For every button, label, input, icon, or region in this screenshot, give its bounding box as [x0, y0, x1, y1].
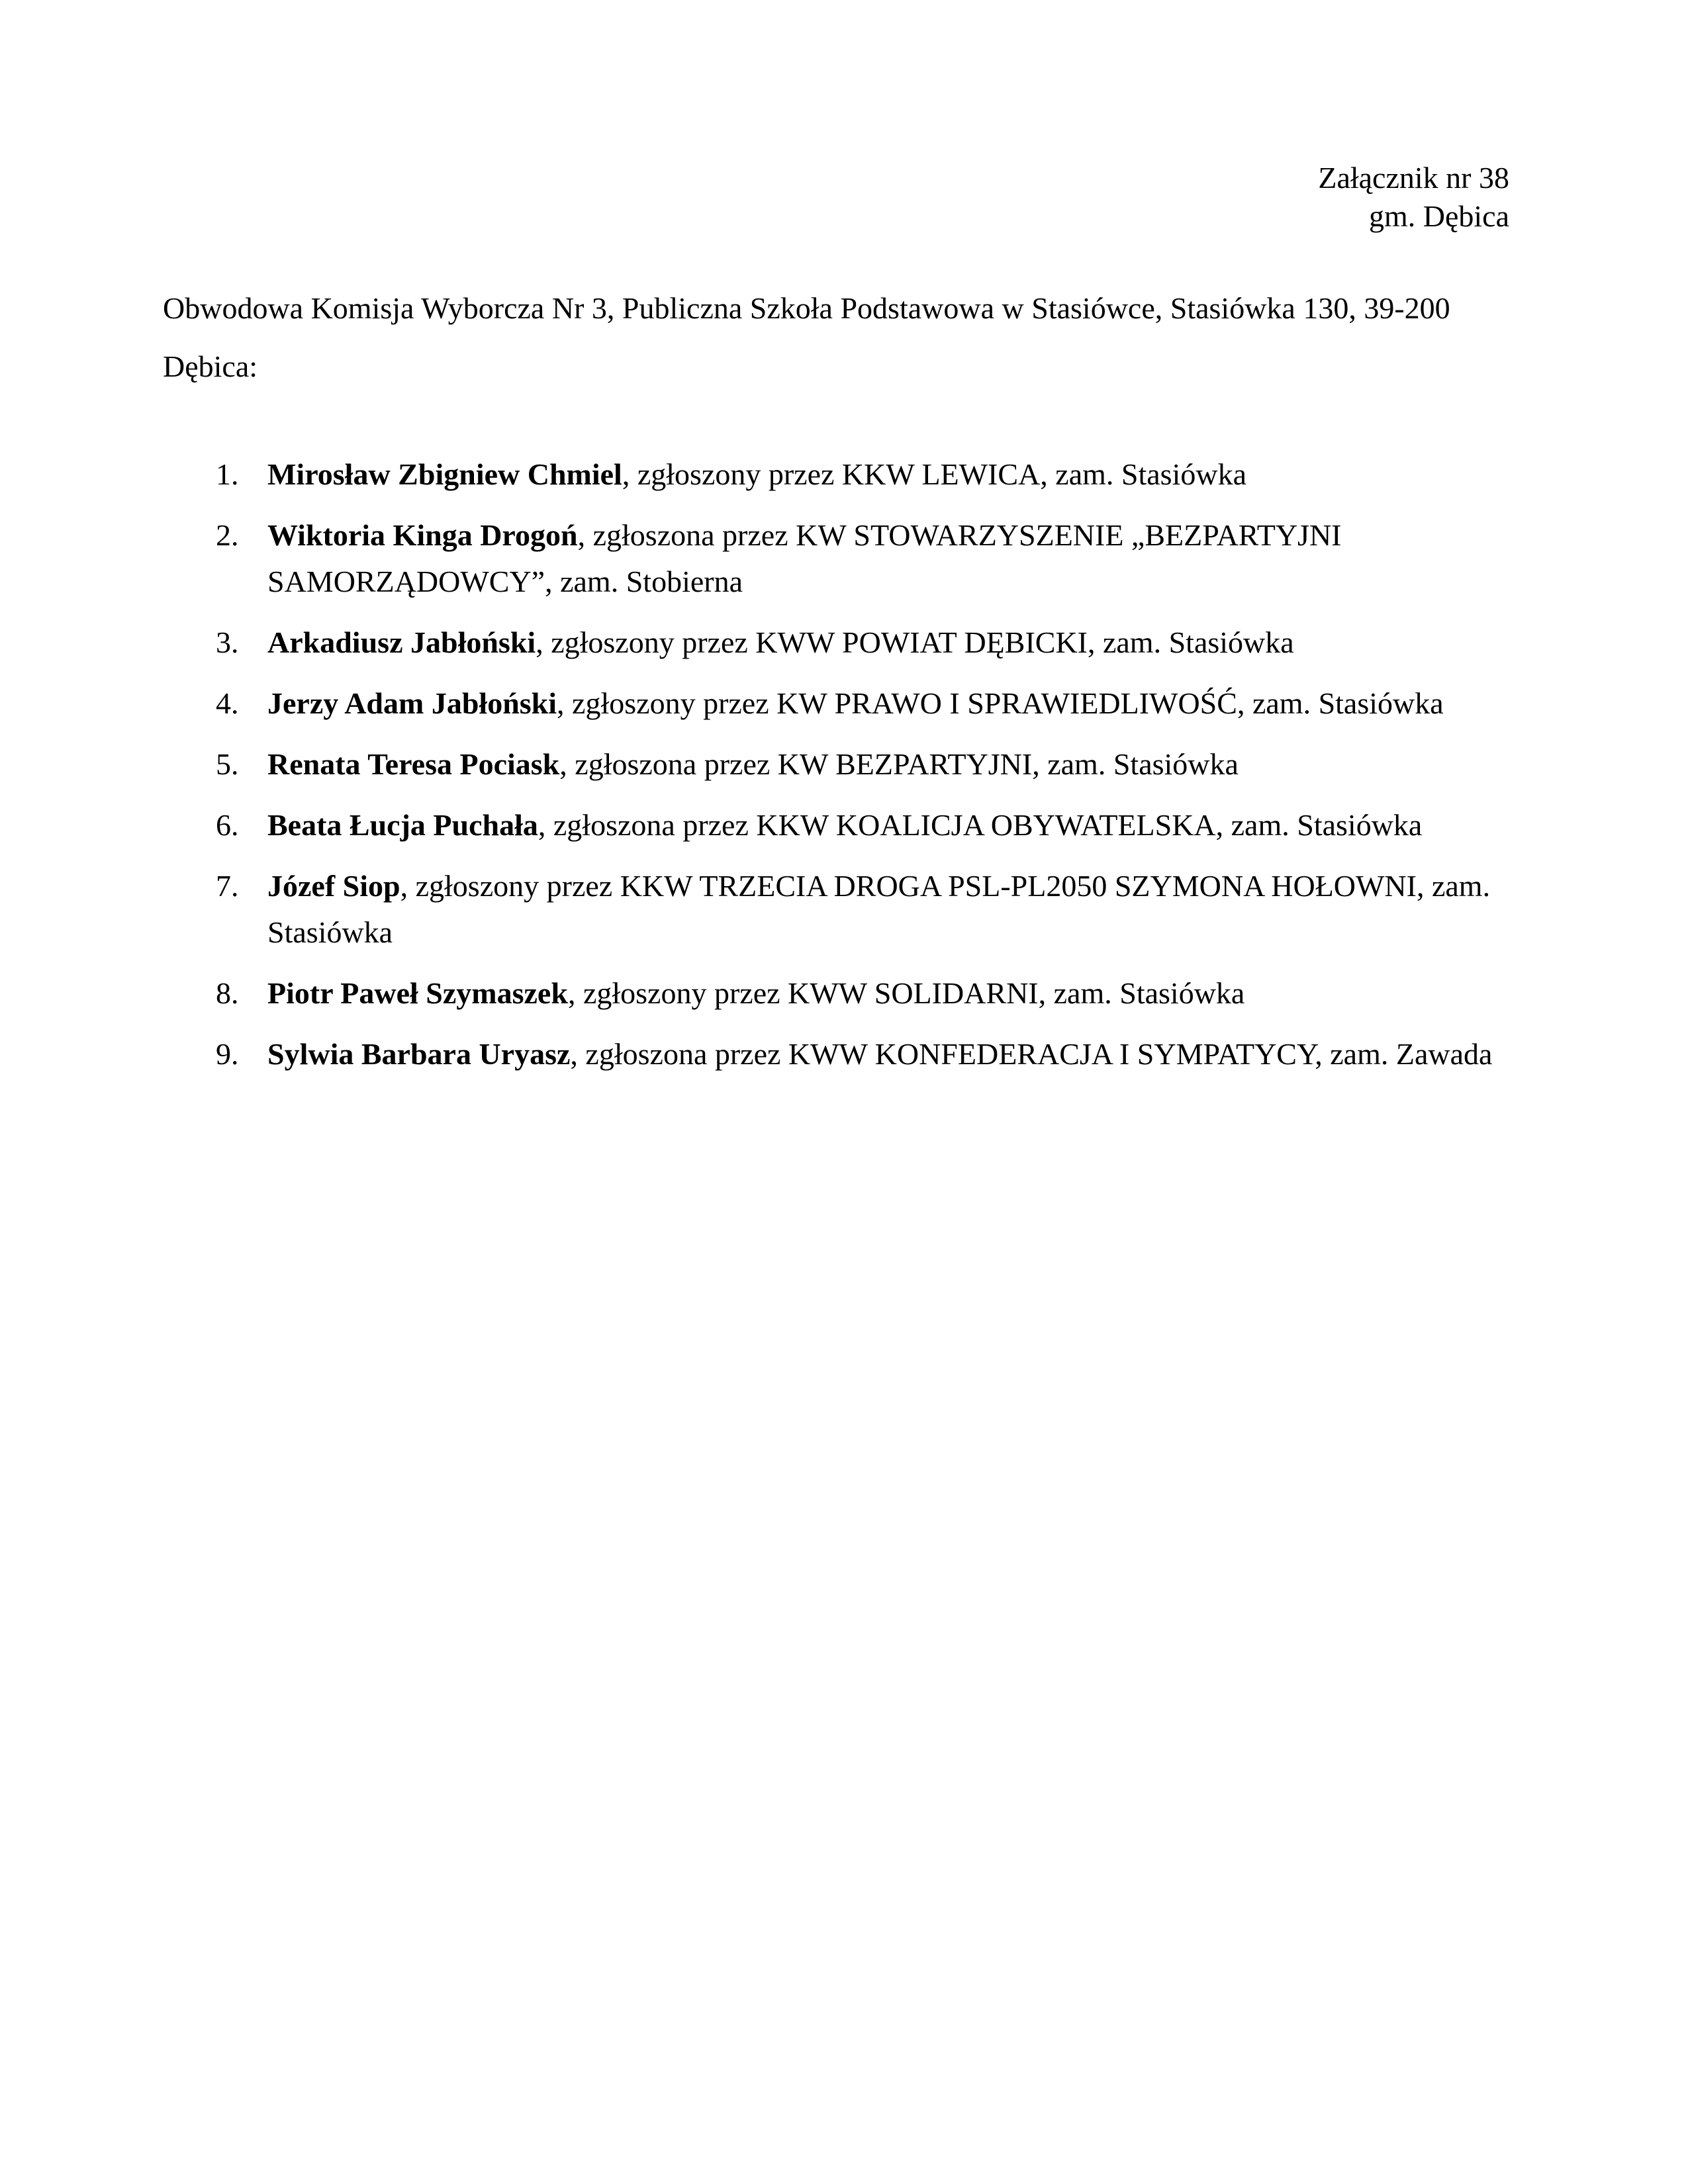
candidate-name: Sylwia Barbara Uryasz	[267, 1037, 571, 1071]
candidate-details: , zgłoszona przez KW BEZPARTYJNI, zam. Stasiówka	[559, 747, 1239, 781]
candidate-details: , zgłoszony przez KKW TRZECIA DROGA PSL-PL2050 SZYMONA HOŁOWNI, zam. Stasiówka	[267, 869, 1491, 949]
attachment-header	[1318, 159, 1509, 236]
candidate-details: , zgłoszony przez KKW LEWICA, zam. Stasiówka	[622, 457, 1246, 491]
candidate-details: , zgłoszony przez KWW SOLIDARNI, zam. Stasiówka	[567, 976, 1245, 1010]
item-number: 5.	[216, 747, 239, 781]
item-number: 4.	[216, 686, 239, 720]
list-item	[163, 741, 1513, 788]
candidate-name: Mirosław Zbigniew Chmiel	[267, 457, 622, 491]
item-number: 6.	[216, 808, 239, 842]
item-number: 9.	[216, 1037, 239, 1071]
candidate-list	[163, 451, 1513, 1092]
list-item	[163, 802, 1513, 848]
list-item	[163, 619, 1513, 666]
candidate-details: , zgłoszony przez KW PRAWO I SPRAWIEDLIWOŚĆ, zam. Stasiówka	[557, 686, 1444, 720]
item-number: 3.	[216, 625, 239, 659]
commission-description: Obwodowa Komisja Wyborcza Nr 3, Publiczna Szkoła Podstawowa w Stasiówce, Stasiówka 130, 39-200 Dębica:	[163, 291, 1450, 383]
candidate-name: Józef Siop	[267, 869, 400, 903]
candidate-details: , zgłoszony przez KWW POWIAT DĘBICKI, zam. Stasiówka	[536, 625, 1294, 659]
list-item	[163, 863, 1513, 956]
municipality-label: gm. Dębica	[1368, 199, 1509, 233]
candidate-name: Jerzy Adam Jabłoński	[267, 686, 557, 720]
candidate-name: Piotr Paweł Szymaszek	[267, 976, 568, 1010]
candidate-details: , zgłoszona przez KKW KOALICJA OBYWATELSKA, zam. Stasiówka	[538, 808, 1423, 842]
list-item	[163, 680, 1513, 727]
list-item	[163, 1031, 1513, 1077]
item-number: 2.	[216, 518, 239, 552]
candidate-name: Arkadiusz Jabłoński	[267, 625, 536, 659]
attachment-number: Załącznik nr 38	[1318, 161, 1509, 195]
item-number: 1.	[216, 457, 239, 491]
candidate-name: Wiktoria Kinga Drogoń	[267, 518, 578, 552]
item-number: 8.	[216, 976, 239, 1010]
candidate-details: , zgłoszona przez KWW KONFEDERACJA I SYMPATYCY, zam. Zawada	[570, 1037, 1493, 1071]
item-number: 7.	[216, 869, 239, 903]
candidate-name: Beata Łucja Puchała	[267, 808, 538, 842]
list-item	[163, 970, 1513, 1017]
list-item	[163, 512, 1513, 605]
candidate-details: , zgłoszona przez KW STOWARZYSZENIE „BEZPARTYJNI SAMORZĄDOWCY”, zam. Stobierna	[267, 518, 1342, 598]
list-item	[163, 451, 1513, 498]
candidate-name: Renata Teresa Pociask	[267, 747, 560, 781]
